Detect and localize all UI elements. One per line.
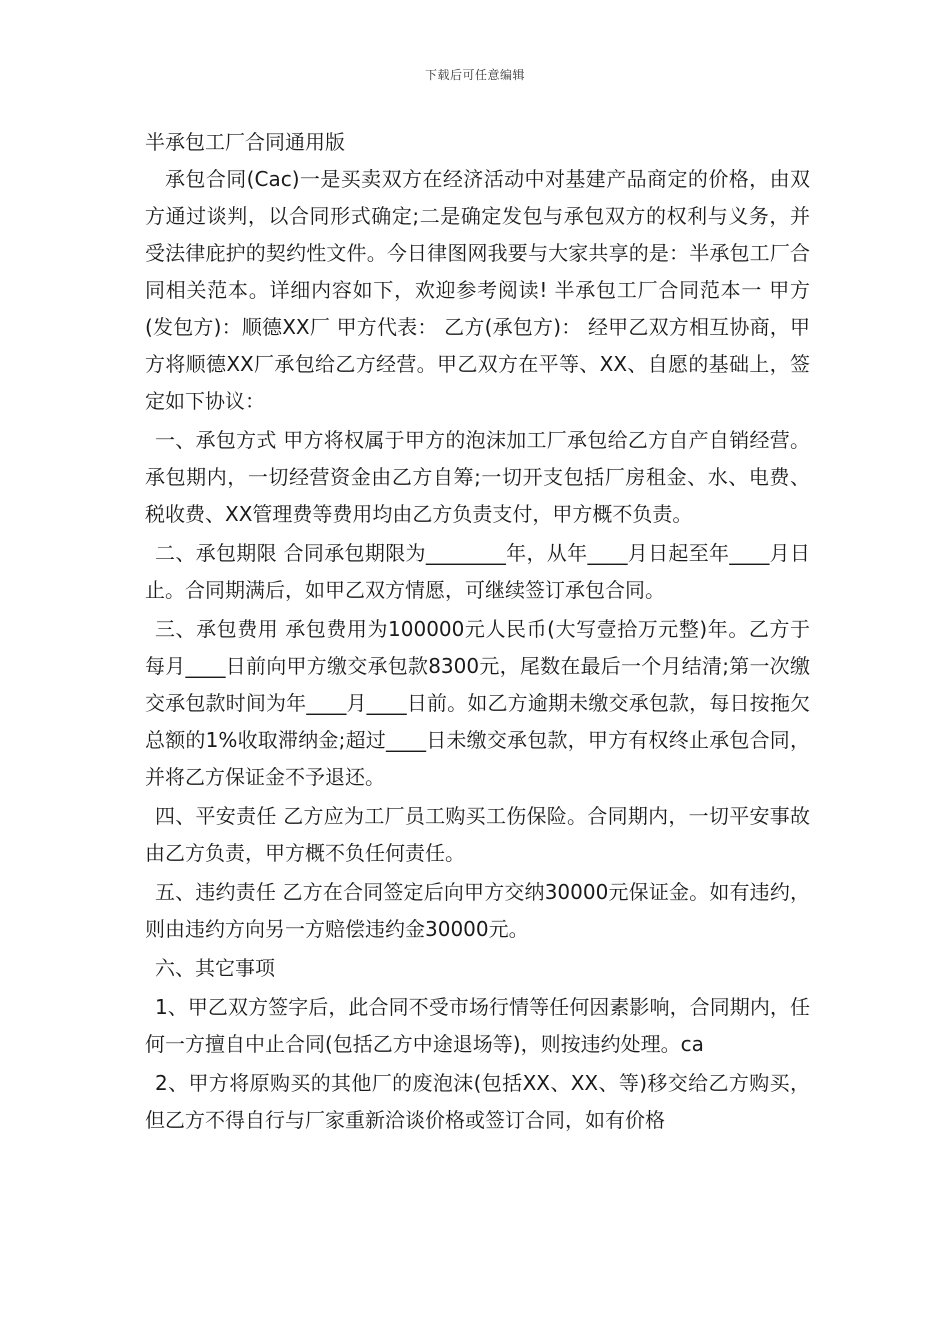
section-6-heading: 六、其它事项 (155, 956, 275, 980)
section-2-paragraph: 二、承包期限 合同承包期限为________年，从年____月日起至年____月日止。合同期满后，如甲乙双方情愿，可继续签订承包合同。 (145, 541, 810, 602)
section-6-item-1: 1、甲乙双方签字后，此合同不受市场行情等任何因素影响，合同期内，任何一方擅自中止合同(包括乙方中途退场等)，则按违约处理。ca (145, 995, 810, 1056)
header-note: 下载后可任意编辑 (424, 68, 525, 82)
section-4-paragraph: 四、平安责任 乙方应为工厂员工购买工伤保险。合同期内，一切平安事故由乙方负责，甲方概不负任何责任。 (145, 804, 810, 865)
section-1-paragraph: 一、承包方式 甲方将权属于甲方的泡沫加工厂承包给乙方自产自销经营。承包期内，一切经营资金由乙方自筹;一切开支包括厂房租金、水、电费、税收费、XX管理费等费用均由乙方负责支付，甲方概不负责。 (145, 428, 810, 526)
section-3-paragraph: 三、承包费用 承包费用为100000元人民币(大写壹拾万元整)年。乙方于每月____日前向甲方缴交承包款8300元，尾数在最后一个月结清;第一次缴交承包款时间为年____月____日前。如乙方逾期未缴交承包款，每日按拖欠总额的1%收取滞纳金;超过____日未缴交承包款，甲方有权终止承包合同，并将乙方保证金不予退还。 (145, 617, 810, 789)
intro-paragraph: 承包合同(Cac)一是买卖双方在经济活动中对基建产品商定的价格，由双方通过谈判，以合同形式确定;二是确定发包与承包双方的权利与义务，并受法律庇护的契约性文件。今日律图网我要与大家共享的是：半承包工厂合同相关范本。详细内容如下，欢迎参考阅读! 半承包工厂合同范本一 甲方(发包方)：顺德XX厂 甲方代表： 乙方(承包方)： 经甲乙双方相互协商，甲方将顺德XX厂承包给乙方经营。甲乙双方在平等、XX、自愿的基础上，签定如下协议： (145, 167, 810, 413)
section-6-item-2: 2、甲方将原购买的其他厂的废泡沫(包括XX、XX、等)移交给乙方购买，但乙方不得自行与厂家重新洽谈价格或签订合同，如有价格 (145, 1071, 810, 1132)
document-body (145, 124, 810, 1139)
section-5-paragraph: 五、违约责任 乙方在合同签定后向甲方交纳30000元保证金。如有违约，则由违约方向另一方赔偿违约金30000元。 (145, 880, 810, 941)
document-title: 半承包工厂合同通用版 (145, 130, 345, 154)
